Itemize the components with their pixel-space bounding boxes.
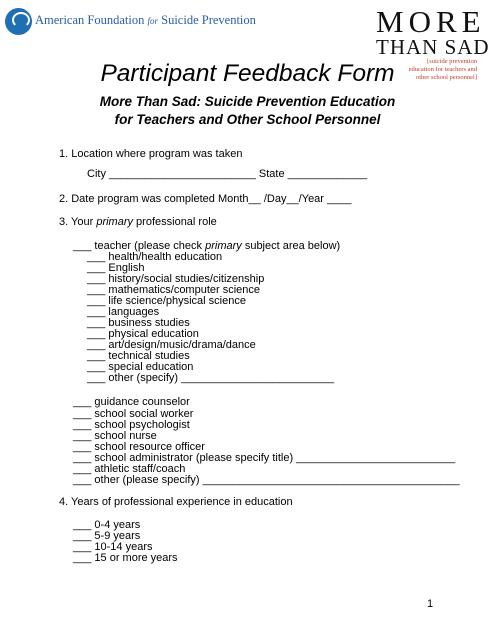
- experience-option[interactable]: ___ 10-14 years: [73, 541, 153, 553]
- logo-more: MORE: [376, 4, 486, 39]
- subject-item[interactable]: ___ special education: [87, 361, 194, 373]
- role-item[interactable]: ___ athletic staff/coach: [73, 463, 186, 475]
- subject-item[interactable]: ___ health/health education: [87, 251, 223, 263]
- question-1-label: 1. Location where program was taken: [59, 148, 243, 160]
- logo-tagline: [suicide prevention education for teachers and other school personnel]: [408, 58, 477, 81]
- question-3-label: 3. Your primary professional role: [59, 216, 217, 228]
- role-item[interactable]: ___ school psychologist: [73, 419, 190, 431]
- experience-option[interactable]: ___ 5-9 years: [73, 530, 141, 542]
- afsp-logo-icon: [5, 8, 32, 35]
- subject-item[interactable]: ___ English: [87, 262, 145, 274]
- experience-option[interactable]: ___ 0-4 years: [73, 519, 141, 531]
- role-teacher[interactable]: ___ teacher (please check primary subject area below): [73, 240, 341, 252]
- role-item[interactable]: ___ guidance counselor: [73, 396, 190, 408]
- experience-option[interactable]: ___ 15 or more years: [73, 552, 178, 564]
- role-item[interactable]: ___ school administrator (please specify title) __________________________: [73, 452, 456, 464]
- subject-item[interactable]: ___ languages: [87, 306, 160, 318]
- question-4-label: 4. Years of professional experience in education: [59, 496, 293, 508]
- role-item[interactable]: ___ school social worker: [73, 408, 194, 420]
- logo-than-sad: THAN SAD: [376, 35, 490, 59]
- form-subtitle-line1: More Than Sad: Suicide Prevention Education: [99, 94, 396, 109]
- page-number: 1: [427, 598, 434, 610]
- role-item[interactable]: ___ other (please specify) __________________________________________: [73, 474, 460, 486]
- question-1-fields[interactable]: City ________________________ State _____________: [87, 168, 368, 180]
- subject-item[interactable]: ___ other (specify) _________________________: [87, 372, 335, 384]
- org-name: American Foundation for Suicide Prevention: [35, 13, 256, 27]
- subject-item[interactable]: ___ technical studies: [87, 350, 190, 362]
- form-subtitle-line2: for Teachers and Other School Personnel: [114, 112, 381, 127]
- subject-item[interactable]: ___ physical education: [87, 328, 199, 340]
- subject-item[interactable]: ___ art/design/music/drama/dance: [87, 339, 256, 351]
- subject-item[interactable]: ___ mathematics/computer science: [87, 284, 261, 296]
- role-item[interactable]: ___ school nurse: [73, 430, 157, 442]
- question-2-label[interactable]: 2. Date program was completed Month__ /Day__/Year ____: [59, 193, 352, 205]
- role-item[interactable]: ___ school resource officer: [73, 441, 205, 453]
- subject-item[interactable]: ___ life science/physical science: [87, 295, 246, 307]
- subject-item[interactable]: ___ business studies: [87, 317, 190, 329]
- subject-item[interactable]: ___ history/social studies/citizenship: [87, 273, 265, 285]
- form-title: Participant Feedback Form: [100, 60, 395, 87]
